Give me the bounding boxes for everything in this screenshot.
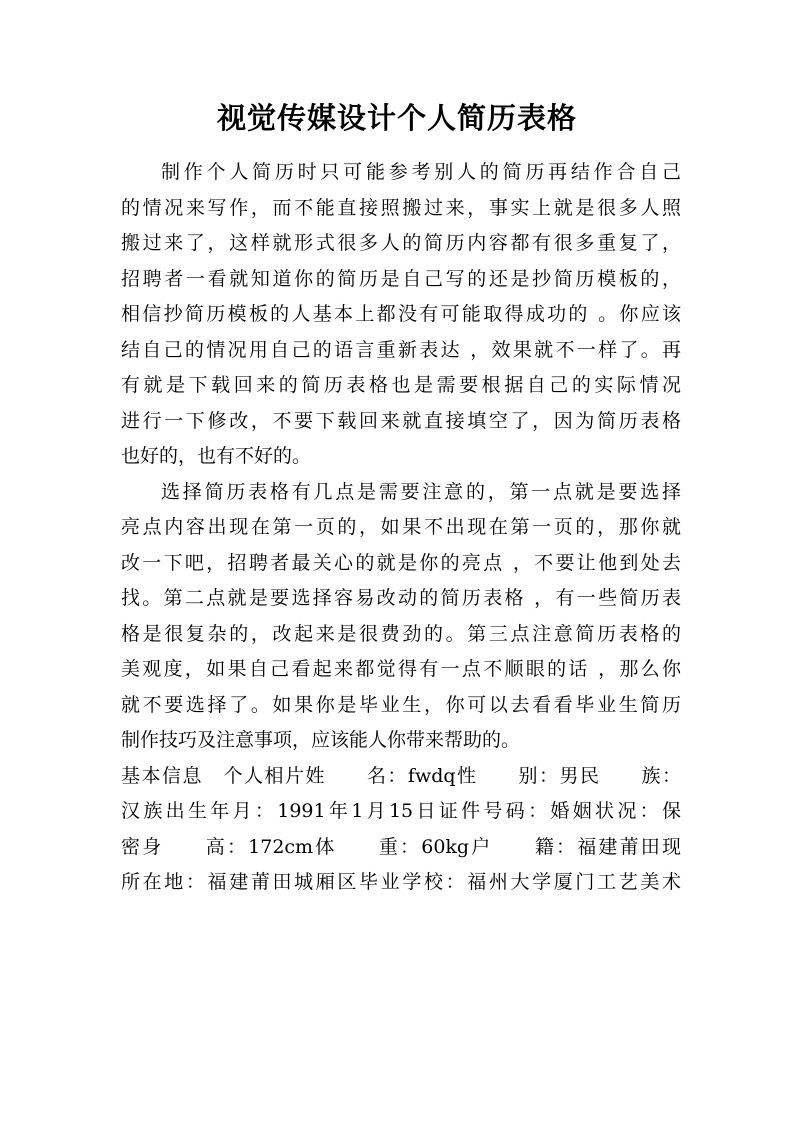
paragraph-line: 美观度，如果自己看起来都觉得有一点不顺眼的话 ，那么你 xyxy=(121,658,681,680)
paragraph-line: 制作技巧及注意事项，应该能人你带来帮助的。 xyxy=(121,729,521,751)
paragraph-line: 制作个人简历时只可能参考别人的简历再结作合自己 xyxy=(161,161,681,183)
paragraph-line: 格是很复杂的，改起来是很费劲的。第三点注意简历表格的 xyxy=(121,622,681,645)
paragraph-line: 亮点内容出现在第一页的，如果不出现在第一页的，那你就 xyxy=(121,516,681,538)
paragraph-line: 招聘者一看就知道你的简历是自己写的还是抄简历模板的， xyxy=(121,267,681,290)
paragraph-line: 搬过来了，这样就形式很多人的简历内容都有很多重复了， xyxy=(121,232,681,254)
paragraph-line: 也好的，也有不好的。 xyxy=(121,445,312,467)
document-body xyxy=(121,155,681,901)
info-line: 密身 高：172cm体 重：60kg户 籍：福建莆田现 xyxy=(121,835,681,858)
document-title: 视觉传媒设计个人简历表格 xyxy=(216,101,577,135)
paragraph-line: 进行一下修改，不要下载回来就直接填空了，因为简历表格 xyxy=(121,409,681,432)
paragraph-line: 改一下吧，招聘者最关心的就是你的亮点 ，不要让他到处去 xyxy=(121,551,681,574)
paragraph-line: 结自己的情况用自己的语言重新表达 ，效果就不一样了。再 xyxy=(121,338,681,361)
paragraph-line: 找。第二点就是要选择容易改动的简历表格 ，有一些简历表 xyxy=(121,587,681,609)
paragraph-line: 选择简历表格有几点是需要注意的，第一点就是要选择 xyxy=(161,480,681,503)
info-line: 基本信息 个人相片姓 名：fwdq性 别：男民 族： xyxy=(121,764,681,787)
info-line: 所在地：福建莆田城厢区毕业学校：福州大学厦门工艺美术 xyxy=(121,871,681,893)
info-line: 汉族出生年月：1991年1月15日证件号码：婚姻状况：保 xyxy=(121,800,681,822)
paragraph-line: 的情况来写作，而不能直接照搬过来，事实上就是很多人照 xyxy=(121,196,681,219)
paragraph-line: 就不要选择了。如果你是毕业生，你可以去看看毕业生简历 xyxy=(121,693,681,716)
paragraph-line: 有就是下载回来的简历表格也是需要根据自己的实际情况 xyxy=(121,374,681,396)
paragraph-line: 相信抄简历模板的人基本上都没有可能取得成功的 。你应该 xyxy=(121,303,681,325)
